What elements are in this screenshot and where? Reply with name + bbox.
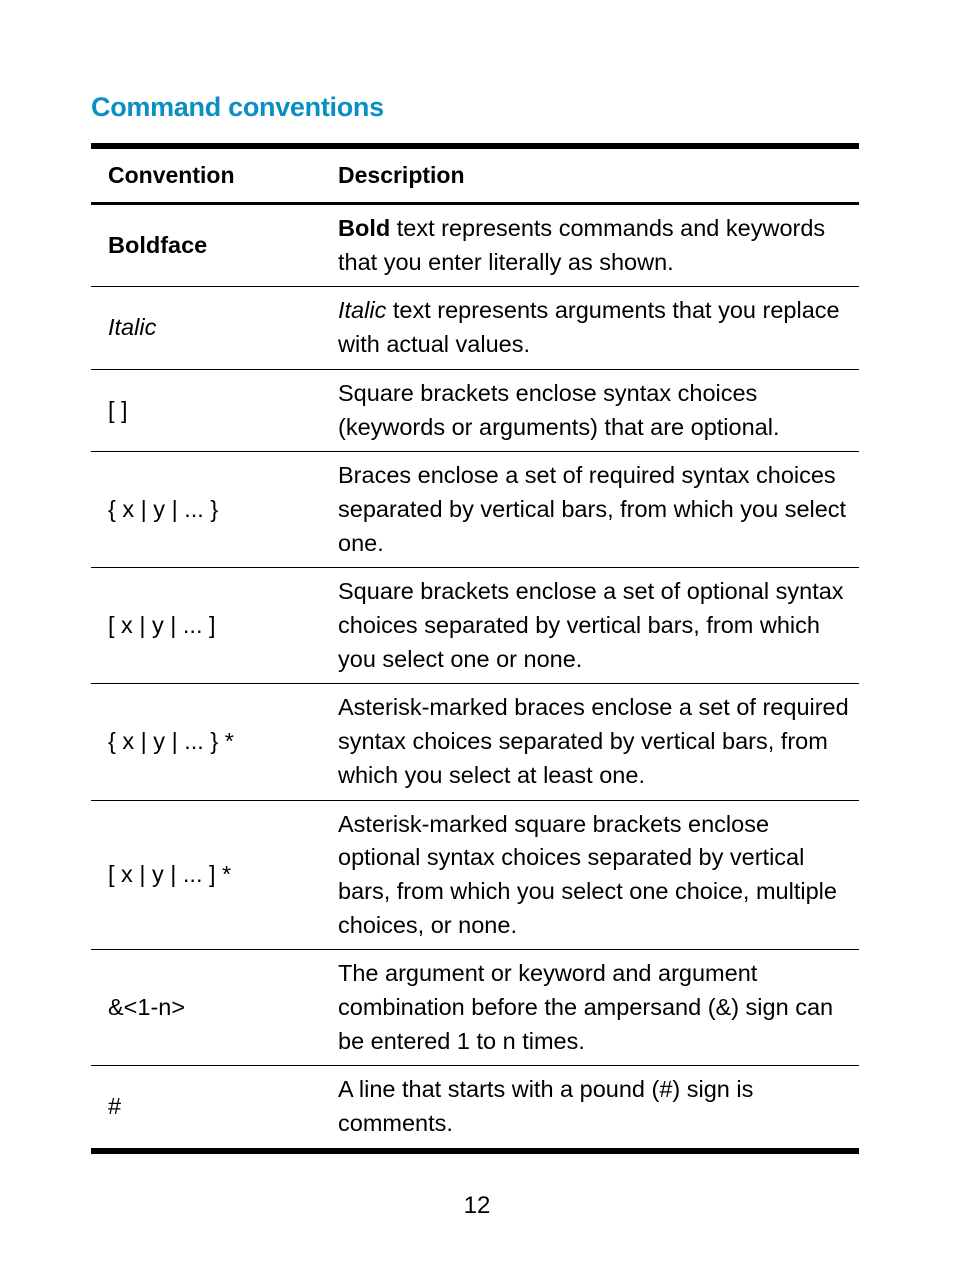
description-cell: Asterisk-marked square brackets enclose optional syntax choices separated by vertical bars, from which you select one choice, multiple choices, or none. <box>321 800 859 950</box>
description-cell <box>321 204 859 287</box>
description-lead: Bold <box>338 215 391 241</box>
convention-cell: &<1-n> <box>91 950 321 1066</box>
description-cell: Asterisk-marked braces enclose a set of required syntax choices separated by vertical bars, from which you select at least one. <box>321 684 859 800</box>
convention-cell: Italic <box>91 287 321 369</box>
table-row <box>91 287 859 369</box>
convention-cell: { x | y | ... } <box>91 452 321 568</box>
description-cell: A line that starts with a pound (#) sign is comments. <box>338 1076 754 1137</box>
table-row <box>91 1066 859 1151</box>
table-row <box>91 204 859 287</box>
table-row <box>91 568 859 684</box>
page-title: Command conventions <box>91 92 384 122</box>
page-number: 12 <box>463 1192 491 1219</box>
table-row <box>91 800 859 950</box>
description-cell: Braces enclose a set of required syntax choices separated by vertical bars, from which you select one. <box>321 452 859 568</box>
header-convention: Convention <box>91 146 321 204</box>
convention-cell: Boldface <box>91 204 321 287</box>
description-cell: The argument or keyword and argument combination before the ampersand (&) sign can be entered 1 to n times. <box>321 950 859 1066</box>
table-row <box>91 950 859 1066</box>
description-cell <box>321 287 859 369</box>
description-text: text represents commands and keywords that you enter literally as shown. <box>338 215 826 275</box>
table-header-row <box>91 146 859 204</box>
convention-cell: [ ] <box>91 369 321 451</box>
header-description: Description <box>321 146 859 204</box>
convention-cell: # <box>108 1093 122 1120</box>
description-text: text represents arguments that you replace with actual values. <box>338 297 840 358</box>
description-cell: Square brackets enclose a set of optional syntax choices separated by vertical bars, from which you select one or none. <box>321 568 859 684</box>
table-row <box>91 452 859 568</box>
conventions-table <box>91 143 859 1154</box>
convention-cell: [ x | y | ... ] * <box>91 800 321 950</box>
table-row <box>91 684 859 800</box>
description-cell: Square brackets enclose syntax choices (keywords or arguments) that are optional. <box>321 369 859 451</box>
convention-cell: { x | y | ... } * <box>91 684 321 800</box>
table-row <box>91 369 859 451</box>
convention-cell: [ x | y | ... ] <box>91 568 321 684</box>
description-lead: Italic <box>338 297 387 324</box>
